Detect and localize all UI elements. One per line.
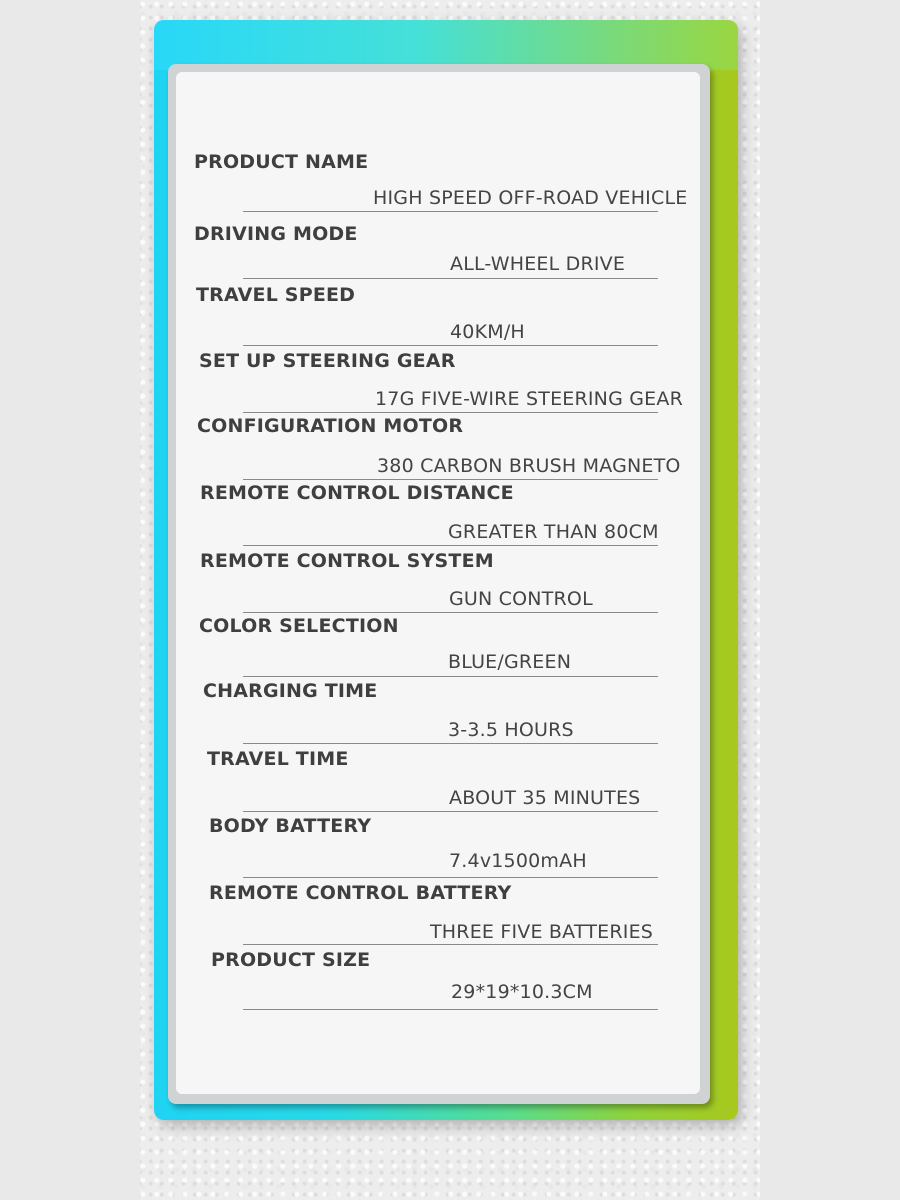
spec-value-remote-control-system: GUN CONTROL (449, 588, 593, 610)
spec-card-inner (176, 72, 700, 1094)
spec-value-driving-mode: ALL-WHEEL DRIVE (450, 253, 626, 275)
spec-value-remote-control-battery: THREE FIVE BATTERIES (430, 921, 654, 943)
spec-card (168, 64, 710, 1104)
spec-value-travel-time: ABOUT 35 MINUTES (449, 787, 641, 809)
spec-value-color-selection: BLUE/GREEN (448, 651, 572, 673)
spec-label-steering-gear: SET UP STEERING GEAR (199, 350, 456, 372)
spec-label-remote-control-distance: REMOTE CONTROL DISTANCE (200, 482, 514, 504)
spec-value-configuration-motor: 380 CARBON BRUSH MAGNETO (377, 455, 681, 477)
spec-label-travel-time: TRAVEL TIME (207, 748, 349, 770)
spec-label-travel-speed: TRAVEL SPEED (196, 284, 356, 306)
frame-top-edge (154, 20, 738, 70)
spec-value-steering-gear: 17G FIVE-WIRE STEERING GEAR (375, 388, 683, 410)
spec-label-color-selection: COLOR SELECTION (199, 615, 399, 637)
spec-value-product-size: 29*19*10.3CM (451, 981, 593, 1003)
spec-label-product-name: PRODUCT NAME (194, 151, 369, 173)
spec-label-remote-control-system: REMOTE CONTROL SYSTEM (200, 550, 494, 572)
spec-label-configuration-motor: CONFIGURATION MOTOR (197, 415, 464, 437)
spec-value-product-name: HIGH SPEED OFF-ROAD VEHICLE (373, 187, 688, 209)
spec-value-travel-speed: 40KM/H (450, 321, 525, 343)
right-margin (760, 0, 900, 1200)
spec-label-remote-control-battery: REMOTE CONTROL BATTERY (209, 882, 512, 904)
spec-value-charging-time: 3-3.5 HOURS (448, 719, 574, 741)
spec-value-remote-control-distance: GREATER THAN 80CM (448, 521, 659, 543)
spec-label-body-battery: BODY BATTERY (209, 815, 372, 837)
left-margin (0, 0, 140, 1200)
spec-label-driving-mode: DRIVING MODE (194, 223, 358, 245)
spec-value-body-battery: 7.4v1500mAH (449, 850, 587, 872)
spec-label-charging-time: CHARGING TIME (203, 680, 378, 702)
spec-label-product-size: PRODUCT SIZE (211, 949, 371, 971)
